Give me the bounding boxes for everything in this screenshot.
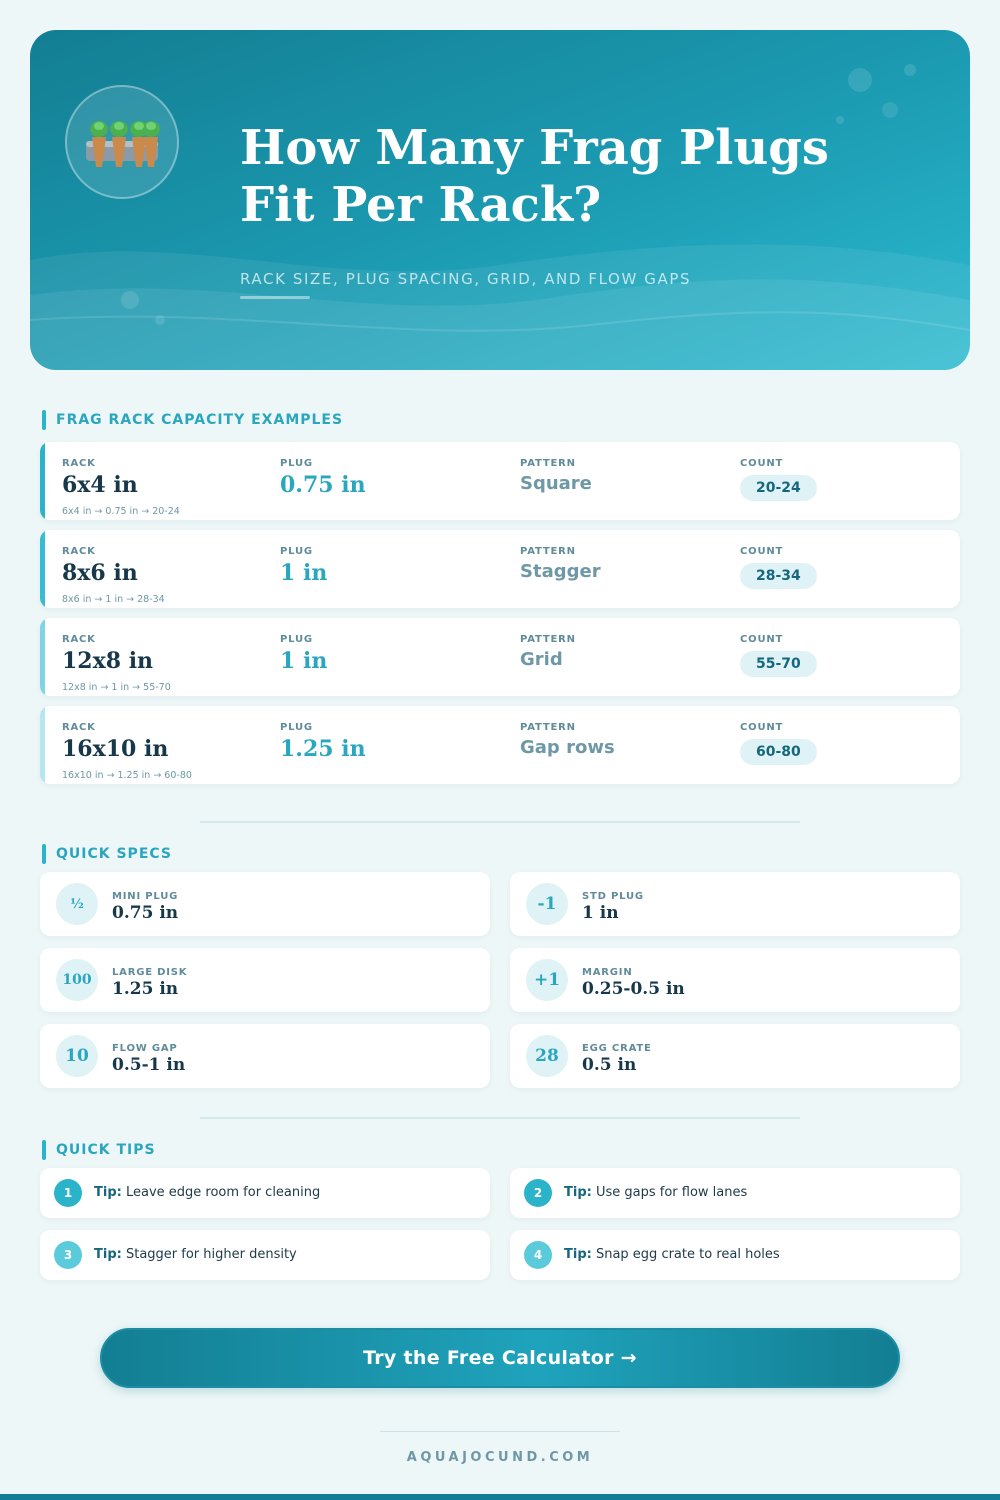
rack-size: 6x4 in — [62, 472, 138, 498]
spec-card — [40, 872, 490, 936]
specs-section-header — [42, 844, 172, 864]
spec-badge-icon: 100 — [56, 959, 98, 1001]
tip-prefix: Tip: — [564, 1247, 592, 1262]
rack-row-accent — [40, 530, 45, 608]
count-column — [740, 634, 817, 677]
pattern-value-label: PATTERN — [520, 458, 576, 469]
pattern-value: Gap rows — [520, 737, 615, 758]
count-badge: 60-80 — [740, 739, 817, 765]
pattern-value-column — [520, 634, 576, 670]
rack-row — [40, 706, 960, 784]
tip-text — [564, 1185, 747, 1200]
spec-label: EGG CRATE — [582, 1043, 652, 1054]
pattern-value-column — [520, 722, 615, 758]
count-label: COUNT — [740, 722, 784, 733]
spec-value: 0.75 in — [112, 903, 179, 923]
spec-value: 1.25 in — [112, 979, 179, 999]
plug-size-column — [280, 546, 327, 586]
bottom-bar — [0, 1494, 1000, 1500]
count-column — [740, 722, 817, 765]
rack-size-column — [62, 546, 138, 586]
rack-summary-note: 12x8 in → 1 in → 55-70 — [62, 682, 171, 693]
spec-badge-icon: -1 — [526, 883, 568, 925]
count-column — [740, 546, 817, 589]
rack-size-column — [62, 634, 153, 674]
spec-label: LARGE DISK — [112, 967, 188, 978]
section-divider — [200, 1117, 800, 1119]
count-label: COUNT — [740, 546, 784, 557]
rack-summary-note: 6x4 in → 0.75 in → 20-24 — [62, 506, 180, 517]
tip-number-badge: 4 — [524, 1241, 552, 1269]
plug-size-column — [280, 458, 366, 498]
tip-card — [510, 1230, 960, 1280]
capacity-section-title: FRAG RACK CAPACITY EXAMPLES — [56, 412, 344, 428]
rack-summary-note: 8x6 in → 1 in → 28-34 — [62, 594, 165, 605]
tip-card — [510, 1168, 960, 1218]
section-marker — [42, 1140, 46, 1160]
tip-card — [40, 1230, 490, 1280]
plug-size-label: PLUG — [280, 634, 313, 645]
spec-value: 1 in — [582, 903, 619, 923]
tip-prefix: Tip: — [564, 1185, 592, 1200]
tips-section-title: QUICK TIPS — [56, 1142, 156, 1158]
tips-section-header — [42, 1140, 156, 1160]
plug-size: 0.75 in — [280, 472, 366, 498]
pattern-value-label: PATTERN — [520, 722, 576, 733]
count-label: COUNT — [740, 458, 784, 469]
rack-size-label: RACK — [62, 634, 96, 645]
rack-row-accent — [40, 618, 45, 696]
footer-site-link[interactable]: AQUAJOCUND.COM — [406, 1450, 594, 1465]
plug-size: 1 in — [280, 560, 328, 586]
rack-row-accent — [40, 442, 45, 520]
spec-card — [510, 948, 960, 1012]
tip-number-badge: 3 — [54, 1241, 82, 1269]
spec-label: STD PLUG — [582, 891, 644, 902]
capacity-section-header — [42, 410, 343, 430]
pattern-value-column — [520, 546, 601, 582]
spec-value: 0.25-0.5 in — [582, 979, 685, 999]
count-badge: 28-34 — [740, 563, 817, 589]
tip-card — [40, 1168, 490, 1218]
rack-summary-note: 16x10 in → 1.25 in → 60-80 — [62, 770, 192, 781]
free-calculator-button[interactable]: Try the Free Calculator → — [100, 1328, 900, 1388]
section-divider — [200, 821, 800, 823]
hero-banner — [30, 30, 970, 370]
tip-body: Snap egg crate to real holes — [595, 1247, 780, 1262]
plug-size-column — [280, 722, 366, 762]
section-marker — [42, 844, 46, 864]
count-label: COUNT — [740, 634, 784, 645]
page-subtitle: RACK SIZE, PLUG SPACING, GRID, AND FLOW GAPS — [240, 270, 692, 288]
spec-label: MARGIN — [582, 967, 633, 978]
plug-size-column — [280, 634, 327, 674]
rack-size: 16x10 in — [62, 736, 169, 762]
pattern-value: Stagger — [520, 561, 601, 582]
spec-value: 0.5-1 in — [112, 1055, 186, 1075]
plug-size-label: PLUG — [280, 546, 313, 557]
rack-row-accent — [40, 706, 45, 784]
rack-row — [40, 530, 960, 608]
pattern-value: Square — [520, 473, 592, 494]
rack-size-label: RACK — [62, 546, 96, 557]
rack-size: 8x6 in — [62, 560, 138, 586]
plug-size: 1 in — [280, 648, 328, 674]
title-underline — [240, 296, 310, 299]
page-title: How Many Frag Plugs Fit Per Rack? — [240, 120, 829, 233]
count-badge: 20-24 — [740, 475, 817, 501]
count-badge: 55-70 — [740, 651, 817, 677]
tip-text — [94, 1185, 320, 1200]
spec-badge-icon: +1 — [526, 959, 568, 1001]
spec-card — [510, 872, 960, 936]
section-marker — [42, 410, 46, 430]
pattern-value-column — [520, 458, 592, 494]
footer-divider — [380, 1431, 620, 1432]
plug-size: 1.25 in — [280, 736, 366, 762]
rack-size-column — [62, 722, 168, 762]
spec-value: 0.5 in — [582, 1055, 637, 1075]
rack-size-column — [62, 458, 138, 498]
spec-card — [510, 1024, 960, 1088]
spec-label: MINI PLUG — [112, 891, 179, 902]
frag-rack-icon — [65, 85, 179, 199]
pattern-value: Grid — [520, 649, 563, 670]
rack-size-label: RACK — [62, 458, 96, 469]
tip-text — [564, 1247, 780, 1262]
spec-badge-icon: 28 — [526, 1035, 568, 1077]
tip-prefix: Tip: — [94, 1247, 122, 1262]
tip-text — [94, 1247, 297, 1262]
spec-badge-icon: ½ — [56, 883, 98, 925]
rack-row — [40, 618, 960, 696]
tip-body: Use gaps for flow lanes — [595, 1185, 748, 1200]
tip-body: Stagger for higher density — [125, 1247, 297, 1262]
rack-size: 12x8 in — [62, 648, 154, 674]
spec-card — [40, 1024, 490, 1088]
plug-size-label: PLUG — [280, 458, 313, 469]
rack-size-label: RACK — [62, 722, 96, 733]
plug-size-label: PLUG — [280, 722, 313, 733]
count-column — [740, 458, 817, 501]
spec-badge-icon: 10 — [56, 1035, 98, 1077]
specs-section-title: QUICK SPECS — [56, 846, 172, 862]
pattern-value-label: PATTERN — [520, 634, 576, 645]
spec-label: FLOW GAP — [112, 1043, 178, 1054]
tip-number-badge: 1 — [54, 1179, 82, 1207]
pattern-value-label: PATTERN — [520, 546, 576, 557]
rack-row — [40, 442, 960, 520]
tip-prefix: Tip: — [94, 1185, 122, 1200]
tip-body: Leave edge room for cleaning — [125, 1185, 321, 1200]
tip-number-badge: 2 — [524, 1179, 552, 1207]
spec-card — [40, 948, 490, 1012]
